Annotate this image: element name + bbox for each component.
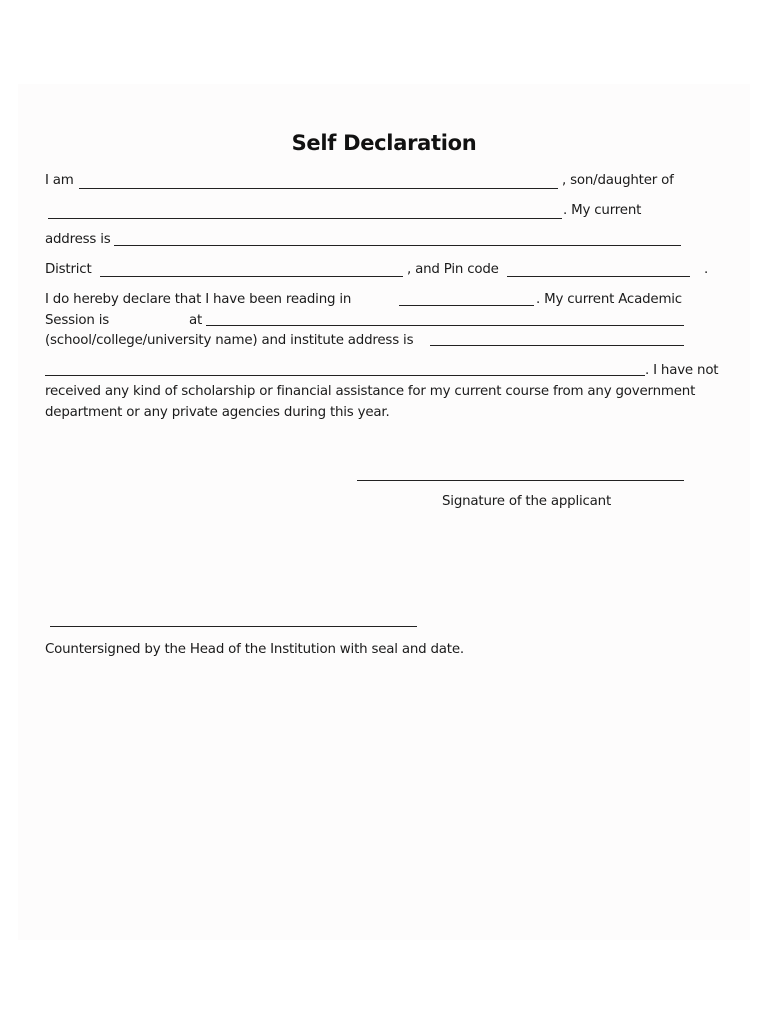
signature-label: Signature of the applicant (442, 494, 612, 509)
text-my-current-academic: . My current Academic (536, 292, 682, 307)
text-session-is: Session is (45, 313, 110, 328)
institution-name-blank[interactable] (206, 325, 684, 326)
text-my-current: . My current (563, 203, 642, 218)
text-scholarship-statement: received any kind of scholarship or financial assistance for my current course from any government (45, 384, 696, 399)
text-son-daughter-of: , son/daughter of (562, 173, 674, 188)
district-blank[interactable] (100, 276, 403, 277)
signature-line[interactable] (357, 480, 684, 481)
institute-address-continued-blank[interactable] (45, 375, 645, 376)
text-period: . (704, 262, 709, 277)
name-blank[interactable] (79, 188, 558, 189)
course-blank[interactable] (399, 305, 534, 306)
text-i-have-not: . I have not (645, 363, 719, 378)
countersign-label: Countersigned by the Head of the Institution with seal and date. (45, 642, 464, 657)
text-and-pin-code: , and Pin code (407, 262, 499, 277)
text-i-am: I am (45, 173, 74, 188)
parent-name-blank[interactable] (48, 218, 562, 219)
document-title: Self Declaration (291, 131, 477, 155)
text-at: at (189, 313, 203, 328)
text-district: District (45, 262, 92, 277)
countersign-line[interactable] (50, 626, 417, 627)
address-blank[interactable] (114, 245, 681, 246)
text-declare-reading-in: I do hereby declare that I have been reading in (45, 292, 352, 307)
institute-address-blank[interactable] (430, 345, 684, 346)
text-department-statement: department or any private agencies during this year. (45, 405, 390, 420)
text-address-is: address is (45, 232, 111, 247)
text-institute-address-is: (school/college/university name) and institute address is (45, 333, 414, 348)
pin-code-blank[interactable] (507, 276, 690, 277)
